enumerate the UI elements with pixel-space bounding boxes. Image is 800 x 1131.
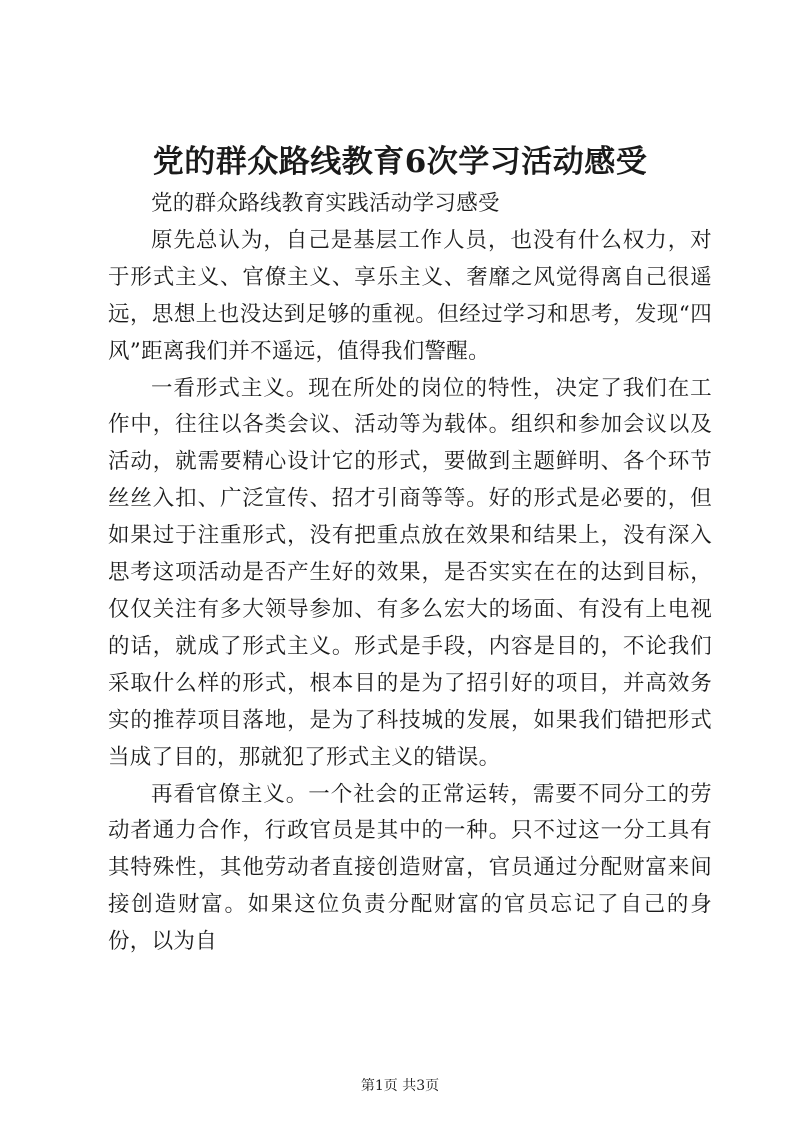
document-title: 党的群众路线教育6次学习活动感受: [152, 144, 648, 180]
document-body: [108, 186, 712, 961]
body-paragraph: 一看形式主义。现在所处的岗位的特性，决定了我们在工作中，往往以各类会议、活动等为载体。组织和参加会议以及活动，就需要精心设计它的形式，要做到主题鲜明、各个环节丝丝入扣、广泛宣传、招才引商等等。好的形式是必要的，但如果过于注重形式，没有把重点放在效果和结果上，没有深入思考这项活动是否产生好的效果，是否实实在在的达到目标，仅仅关注有多大领导参加、有多么宏大的场面、有没有上电视的话，就成了形式主义。形式是手段，内容是目的，不论我们采取什么样的形式，根本目的是为了招引好的项目，并高效务实的推荐项目落地，是为了科技城的发展，如果我们错把形式当成了目的，那就犯了形式主义的错误。: [108, 375, 712, 770]
body-paragraph: 原先总认为，自己是基层工作人员，也没有什么权力，对于形式主义、官僚主义、享乐主义、奢靡之风觉得离自己很遥远，思想上也没达到足够的重视。但经过学习和思考，发现“四风”距离我们并不遥远，值得我们警醒。: [108, 227, 712, 364]
body-paragraph: 再看官僚主义。一个社会的正常运转，需要不同分工的劳动者通力合作，行政官员是其中的一种。只不过这一分工具有其特殊性，其他劳动者直接创造财富，官员通过分配财富来间接创造财富。如果这位负责分配财富的官员忘记了自己的身份，以为自: [108, 781, 712, 955]
subtitle-paragraph: 党的群众路线教育实践活动学习感受: [151, 191, 500, 216]
page-number: 第1页 共3页: [360, 1078, 440, 1094]
